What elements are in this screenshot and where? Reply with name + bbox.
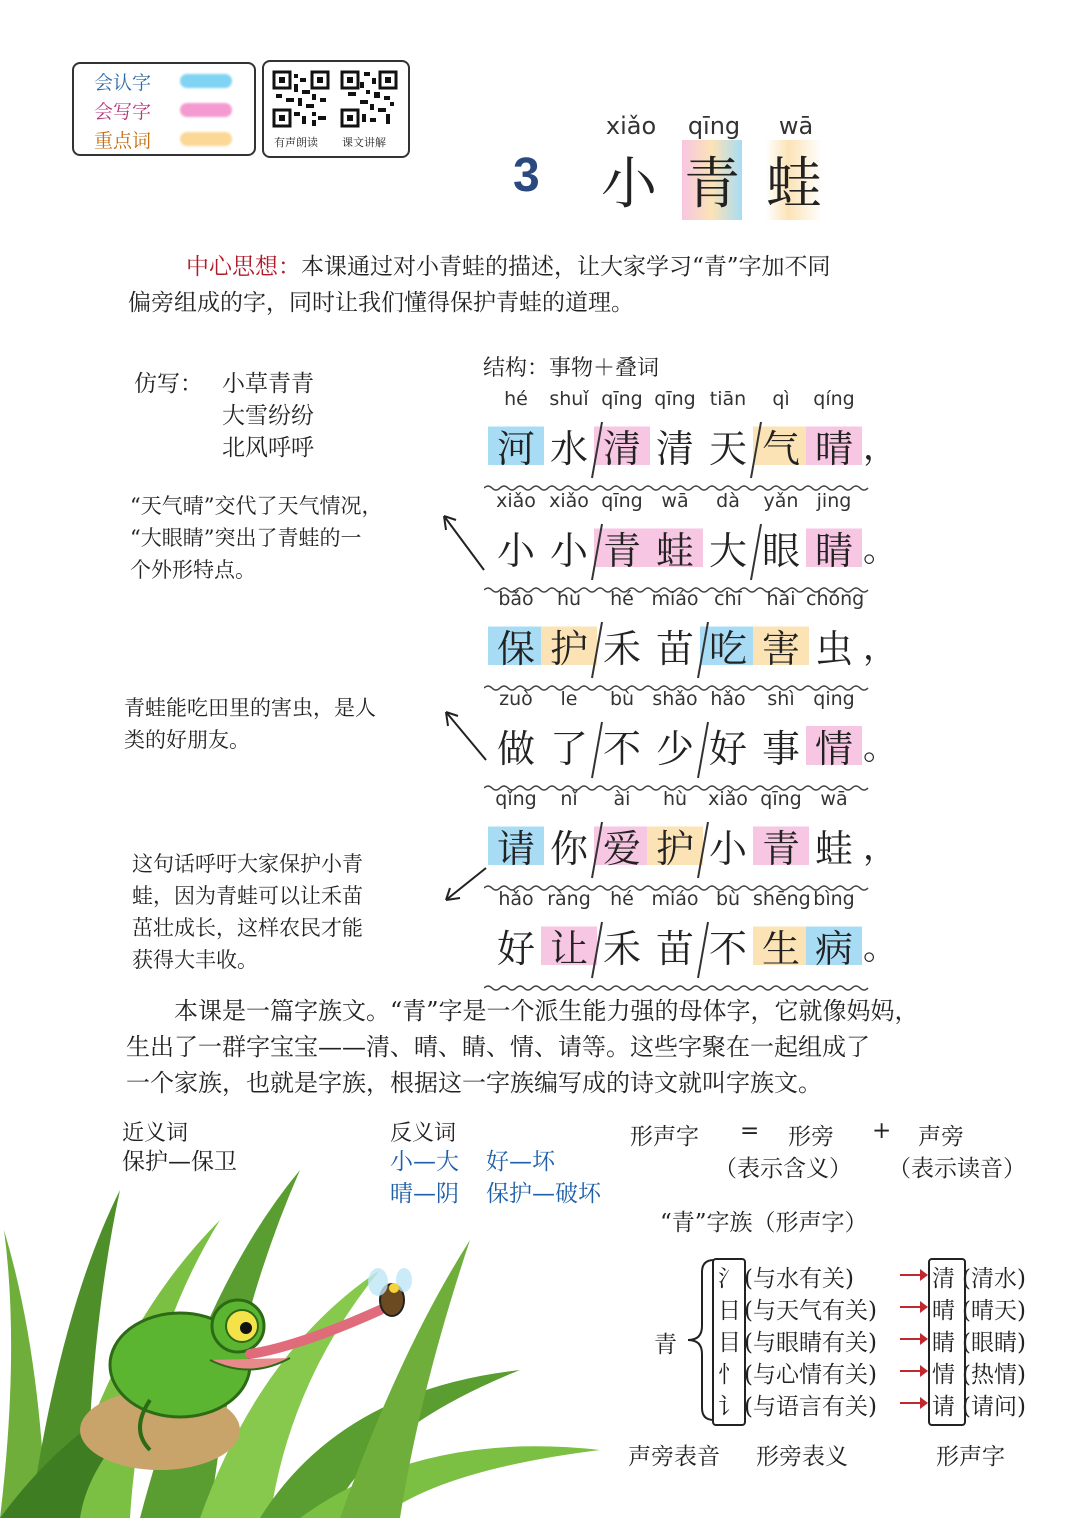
poem-punctuation: ， [863, 828, 897, 868]
poem-char: 蛙 [647, 520, 703, 575]
title-pinyin-2: qīng [687, 112, 741, 140]
note3-line4: 获得大丰收。 [132, 948, 258, 972]
qr-box [262, 60, 410, 158]
poem-char: 小 [496, 529, 535, 573]
synonyms-title: 近义词 [122, 1121, 189, 1146]
poem-char: 河 [488, 418, 544, 473]
structure-note: 结构：事物＋叠词 [483, 356, 660, 381]
family-footer-form: 形旁表义 [756, 1444, 848, 1470]
poem-pinyin-row [488, 388, 868, 414]
family-meaning: (与眼睛有关) [744, 1330, 877, 1356]
poem-rhythm-marks [484, 914, 874, 994]
poem-char: 护 [541, 618, 597, 673]
lesson-number: 3 [513, 149, 540, 202]
antonyms-title: 反义词 [390, 1121, 457, 1146]
poem-char: 爱 [594, 818, 650, 873]
summary-line3: 一个家族，也就是字族，根据这一字族编写成的诗文就叫字族文。 [126, 1069, 822, 1097]
family-footer-sound: 声旁表音 [628, 1444, 720, 1470]
family-meaning: (与语言有关) [744, 1394, 877, 1420]
family-char: 清 [932, 1266, 955, 1292]
poem-char: 苗 [655, 927, 694, 971]
legend-key-word-label: 重点词 [94, 130, 152, 152]
family-root: 青 [654, 1332, 677, 1358]
poem-pinyin: xiǎo [549, 490, 589, 512]
poem-char: 水 [549, 427, 588, 471]
family-radical: 讠 [718, 1394, 741, 1420]
poem-char: 青 [594, 520, 650, 575]
summary-line1: 本课是一篇字族文。“青”字是一个派生能力强的母体字，它就像妈妈， [174, 997, 919, 1025]
central-idea-label: 中心思想： [186, 254, 301, 280]
legend-write-label: 会写字 [94, 101, 152, 123]
poem-char: 虫 [814, 627, 853, 671]
poem-char: 不 [602, 727, 641, 771]
poem-char: 禾 [602, 927, 641, 971]
formula-sound-part: 声旁 [918, 1124, 964, 1150]
family-word: (晴天) [962, 1298, 1026, 1324]
poem-pinyin: hé [610, 888, 634, 910]
poem-pinyin: bù [609, 688, 635, 710]
formula-form-part: 形旁 [788, 1124, 834, 1150]
poem-pinyin: bǎo [498, 588, 534, 610]
title-char-2: 青 [682, 140, 742, 220]
qr-label-explanation: 课文讲解 [342, 136, 386, 149]
poem-char: 做 [496, 727, 535, 771]
poem-pinyin: hù [662, 788, 688, 810]
imitation-line-2: 大雪纷纷 [222, 403, 314, 429]
note1-line2: “大眼睛”突出了青蛙的一 [130, 526, 362, 550]
poem-pinyin: shǎo [652, 688, 698, 710]
formula-sound-note: （表示读音） [888, 1156, 1026, 1182]
formula-form-note: （表示含义） [714, 1156, 852, 1182]
poem-char: 小 [708, 827, 747, 871]
legend-recognize-label: 会认字 [94, 72, 152, 94]
poem-pinyin: hǎo [498, 888, 534, 910]
poem-char: 害 [753, 618, 809, 673]
poem-char: 护 [647, 818, 703, 873]
title-pinyin-1: xiǎo [605, 112, 657, 140]
poem-char: 睛 [806, 520, 862, 575]
poem-char: 禾 [602, 627, 641, 671]
poem-char: 事 [761, 727, 800, 771]
poem-pinyin: jing [816, 490, 852, 512]
poem-char: 晴 [806, 418, 862, 473]
poem-char: 清 [655, 427, 694, 471]
note1-arrow [440, 510, 490, 580]
poem-pinyin: tiān [709, 388, 747, 410]
poem-pinyin: miáo [651, 588, 699, 610]
note1-line3: 个外形特点。 [130, 558, 256, 582]
poem-char-row [488, 814, 897, 871]
poem-pinyin: qì [772, 388, 790, 410]
family-footer-phonosemantic: 形声字 [936, 1444, 1005, 1470]
formula-eq: = [740, 1118, 760, 1144]
poem-char: 好 [708, 727, 747, 771]
poem-char: 清 [594, 418, 650, 473]
poem-punctuation: ， [863, 428, 897, 468]
poem-pinyin: le [560, 688, 578, 710]
legend-write-swatch [180, 103, 232, 117]
family-radical: 目 [718, 1330, 741, 1356]
poem-pinyin: chóng [806, 588, 865, 610]
poem-pinyin: qīng [760, 788, 802, 810]
poem-pinyin: yǎn [763, 490, 799, 512]
poem-punctuation: 。 [863, 928, 897, 968]
family-char: 情 [932, 1362, 955, 1388]
qr-code-explanation[interactable] [340, 70, 398, 128]
poem-char: 眼 [761, 529, 800, 573]
poem-char: 苗 [655, 627, 694, 671]
family-meaning: (与天气有关) [744, 1298, 877, 1324]
imitation-line-3: 北风呼呼 [222, 435, 314, 461]
family-meaning: (与水有关) [744, 1266, 854, 1292]
poem-char: 好 [496, 927, 535, 971]
note2-line2: 类的好朋友。 [124, 728, 250, 752]
family-word: (热情) [962, 1362, 1026, 1388]
poem-pinyin: qīng [601, 388, 643, 410]
poem-char: 少 [655, 727, 694, 771]
family-radical: 氵 [718, 1266, 741, 1292]
poem-pinyin: ài [613, 788, 631, 810]
family-word: (眼睛) [962, 1330, 1026, 1356]
poem-pinyin: dà [716, 490, 740, 512]
note3-line3: 茁壮成长，这样农民才能 [132, 916, 363, 940]
central-idea-text1: 本课通过对小青蛙的描述，让大家学习“青”字加不同 [301, 254, 831, 280]
note-pest-eating [124, 692, 454, 756]
poem-pinyin: xiǎo [708, 788, 748, 810]
legend-box [72, 62, 256, 156]
legend-key-word-swatch [180, 132, 232, 146]
formula-left: 形声字 [630, 1124, 699, 1150]
poem-char: 天 [708, 427, 747, 471]
note2-arrow [440, 706, 490, 766]
antonym-3: 晴—阴 [390, 1181, 459, 1207]
family-word: (清水) [962, 1266, 1026, 1292]
poem-pinyin: hé [610, 588, 634, 610]
antonym-4: 保护—破坏 [486, 1181, 601, 1207]
poem-char: 让 [541, 918, 597, 973]
poem-char-row [488, 414, 897, 471]
poem-char: 你 [549, 827, 588, 871]
poem-char: 了 [549, 727, 588, 771]
poem-pinyin: nǐ [560, 788, 578, 810]
legend-recognize-swatch [180, 74, 232, 88]
imitation-line-1: 小草青青 [222, 371, 314, 397]
poem-punctuation: ， [863, 628, 897, 668]
poem-punctuation: 。 [863, 530, 897, 570]
family-arrow-icon [900, 1402, 924, 1404]
family-arrow-icon [900, 1338, 924, 1340]
central-idea-line1 [186, 250, 1026, 285]
poem-pinyin: chī [714, 588, 742, 610]
poem-pinyin: qing [813, 688, 855, 710]
poem-pinyin: hé [504, 388, 528, 410]
imitation-label: 仿写： [134, 371, 203, 397]
central-idea-line2: 偏旁组成的字，同时让我们懂得保护青蛙的道理。 [128, 290, 634, 316]
note-weather-eyes [130, 490, 450, 586]
poem-pinyin: xiǎo [496, 490, 536, 512]
poem-char-row [488, 516, 897, 573]
poem-char: 蛙 [814, 827, 853, 871]
poem-char: 吃 [700, 618, 756, 673]
family-char: 晴 [932, 1298, 955, 1324]
poem-char: 小 [549, 529, 588, 573]
poem-pinyin: ràng [547, 888, 591, 910]
poem-char: 请 [488, 818, 544, 873]
family-word: (请问) [962, 1394, 1026, 1420]
poem-pinyin: shēng [753, 888, 811, 910]
frog-illustration [0, 1150, 600, 1518]
poem-pinyin-row [488, 688, 868, 714]
title-char-1: 小 [601, 152, 657, 217]
poem-char: 大 [708, 529, 747, 573]
qr-code-reading[interactable] [272, 70, 330, 128]
note3-line2: 蛙，因为青蛙可以让禾苗 [132, 884, 363, 908]
poem-char: 青 [753, 818, 809, 873]
poem-pinyin: qíng [813, 388, 855, 410]
poem-char-row [488, 914, 897, 971]
poem-char: 保 [488, 618, 544, 673]
family-arrow-icon [900, 1306, 924, 1308]
family-arrow-icon [900, 1274, 924, 1276]
poem-pinyin: bìng [813, 888, 855, 910]
poem-pinyin: wā [661, 490, 689, 512]
poem-char-row [488, 614, 897, 671]
title-char-3: 蛙 [766, 140, 822, 220]
poem-pinyin-row [488, 788, 868, 814]
poem-pinyin: qǐng [495, 788, 537, 810]
poem-pinyin: wā [820, 788, 848, 810]
poem-pinyin: hù [556, 588, 582, 610]
poem-rhythm-marks [484, 414, 874, 494]
poem-pinyin: qīng [601, 490, 643, 512]
poem-pinyin: shuǐ [549, 388, 589, 410]
poem-rhythm-marks [484, 714, 874, 794]
poem-pinyin-row [488, 888, 868, 914]
poem-punctuation: 。 [863, 728, 897, 768]
family-char: 请 [932, 1394, 955, 1420]
family-arrow-icon [900, 1370, 924, 1372]
poem-char: 情 [806, 718, 862, 773]
formula-plus: + [872, 1118, 892, 1144]
title-pinyin-3: wā [778, 112, 814, 140]
poem-pinyin: hài [766, 588, 796, 610]
antonym-1: 小—大 [390, 1149, 459, 1175]
note-call-to-protect [132, 848, 452, 976]
poem-pinyin: hǎo [710, 688, 746, 710]
poem-pinyin: shì [767, 688, 795, 710]
poem-pinyin: qīng [654, 388, 696, 410]
note1-line1: “天气晴”交代了天气情况， [130, 494, 383, 518]
poem-char: 不 [708, 927, 747, 971]
family-radical: 忄 [718, 1362, 741, 1388]
poem-char: 生 [753, 918, 809, 973]
poem-char: 病 [806, 918, 862, 973]
poem-pinyin: bù [715, 888, 741, 910]
poem-pinyin-row [488, 588, 868, 614]
family-radical: 日 [718, 1298, 741, 1324]
poem-rhythm-marks [484, 614, 874, 694]
poem-pinyin-row [488, 490, 868, 516]
note2-line1: 青蛙能吃田里的害虫，是人 [124, 696, 376, 720]
synonym-item: 保护—保卫 [122, 1149, 237, 1175]
poem-char-row [488, 714, 897, 771]
family-char: 睛 [932, 1330, 955, 1356]
poem-pinyin: miáo [651, 888, 699, 910]
note3-line1: 这句话呼吁大家保护小青 [132, 852, 363, 876]
qr-label-reading: 有声朗读 [274, 136, 318, 149]
summary-line2: 生出了一群字宝宝——清、晴、睛、情、请等。这些字聚在一起组成了 [126, 1033, 870, 1061]
family-title: “青”字族（形声字） [660, 1210, 868, 1236]
antonym-2: 好—坏 [486, 1149, 555, 1175]
note3-arrow [440, 860, 490, 910]
poem-char: 气 [753, 418, 809, 473]
poem-rhythm-marks [484, 516, 874, 596]
poem-rhythm-marks [484, 814, 874, 894]
family-meaning: (与心情有关) [744, 1362, 877, 1388]
poem-pinyin: zuò [499, 688, 533, 710]
